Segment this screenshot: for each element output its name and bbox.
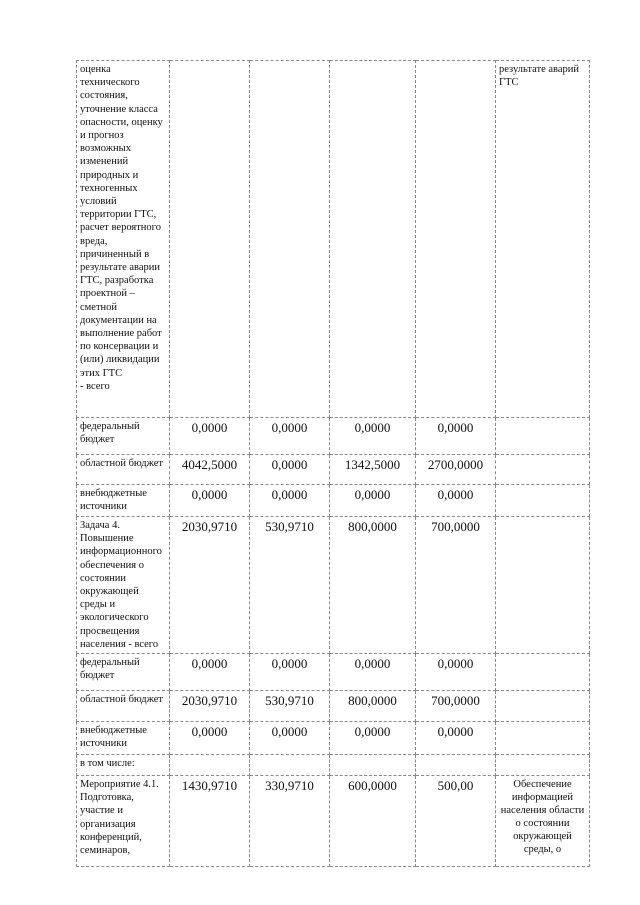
value-cell: 0,0000 (416, 654, 496, 691)
value-cell: 800,0000 (330, 517, 416, 654)
table-row (77, 455, 590, 485)
table-row (77, 654, 590, 691)
row-label: областной бюджет (77, 455, 170, 485)
row-label: Мероприятие 4.1. Подготовка, участие и организация конференций, семинаров, (77, 776, 170, 867)
value-cell: 2030,9710 (170, 691, 250, 722)
row-label: федеральный бюджет (77, 418, 170, 455)
budget-table (76, 60, 590, 867)
result-cell (496, 722, 590, 755)
result-cell (496, 455, 590, 485)
table-row (77, 418, 590, 455)
value-cell: 800,0000 (330, 691, 416, 722)
table-row (77, 722, 590, 755)
table-row (77, 755, 590, 776)
value-cell: 1342,5000 (330, 455, 416, 485)
row-label: Задача 4. Повышение информационного обеспечения о состоянии окружающей среды и экологического просвещения населения - всего (77, 517, 170, 654)
value-cell (330, 61, 416, 418)
result-cell (496, 755, 590, 776)
value-cell: 0,0000 (170, 418, 250, 455)
value-cell: 0,0000 (250, 485, 330, 517)
row-label: в том числе: (77, 755, 170, 776)
row-label: областной бюджет (77, 691, 170, 722)
value-cell: 1430,9710 (170, 776, 250, 867)
result-cell: результате аварий ГТС (496, 61, 590, 418)
table-row (77, 61, 590, 418)
row-label: внебюджетные источники (77, 722, 170, 755)
row-label: внебюджетные источники (77, 485, 170, 517)
row-label: оценка технического состояния, уточнение класса опасности, оценку и прогноз возможных изменений природных и техногенных условий территории ГТС, расчет вероятного вреда, причиненный в результате аварии ГТС, разработка проектной – сметной документации на выполнение работ по консервации и (или) ликвидации этих ГТС - всего (77, 61, 170, 418)
value-cell: 0,0000 (170, 722, 250, 755)
result-cell (496, 654, 590, 691)
value-cell (250, 61, 330, 418)
value-cell: 0,0000 (330, 722, 416, 755)
value-cell: 0,0000 (250, 654, 330, 691)
value-cell: 4042,5000 (170, 455, 250, 485)
value-cell: 0,0000 (250, 455, 330, 485)
table-row (77, 517, 590, 654)
value-cell: 0,0000 (330, 485, 416, 517)
value-cell: 0,0000 (330, 418, 416, 455)
table-row (77, 691, 590, 722)
value-cell (170, 61, 250, 418)
value-cell: 2030,9710 (170, 517, 250, 654)
value-cell: 700,0000 (416, 517, 496, 654)
value-cell: 600,0000 (330, 776, 416, 867)
value-cell: 500,00 (416, 776, 496, 867)
value-cell (416, 61, 496, 418)
value-cell: 0,0000 (416, 485, 496, 517)
value-cell: 0,0000 (250, 418, 330, 455)
result-cell (496, 418, 590, 455)
result-cell (496, 485, 590, 517)
value-cell (250, 755, 330, 776)
value-cell: 330,9710 (250, 776, 330, 867)
value-cell: 0,0000 (416, 722, 496, 755)
value-cell: 700,0000 (416, 691, 496, 722)
table-row (77, 776, 590, 867)
value-cell: 530,9710 (250, 517, 330, 654)
result-cell (496, 691, 590, 722)
table-row (77, 485, 590, 517)
row-label: федеральный бюджет (77, 654, 170, 691)
value-cell (330, 755, 416, 776)
value-cell: 2700,0000 (416, 455, 496, 485)
value-cell: 0,0000 (170, 485, 250, 517)
result-cell (496, 517, 590, 654)
value-cell (416, 755, 496, 776)
value-cell: 0,0000 (250, 722, 330, 755)
value-cell (170, 755, 250, 776)
value-cell: 530,9710 (250, 691, 330, 722)
value-cell: 0,0000 (416, 418, 496, 455)
value-cell: 0,0000 (170, 654, 250, 691)
value-cell: 0,0000 (330, 654, 416, 691)
result-cell: Обеспечение информацией населения области о состоянии окружающей среды, о (496, 776, 590, 867)
